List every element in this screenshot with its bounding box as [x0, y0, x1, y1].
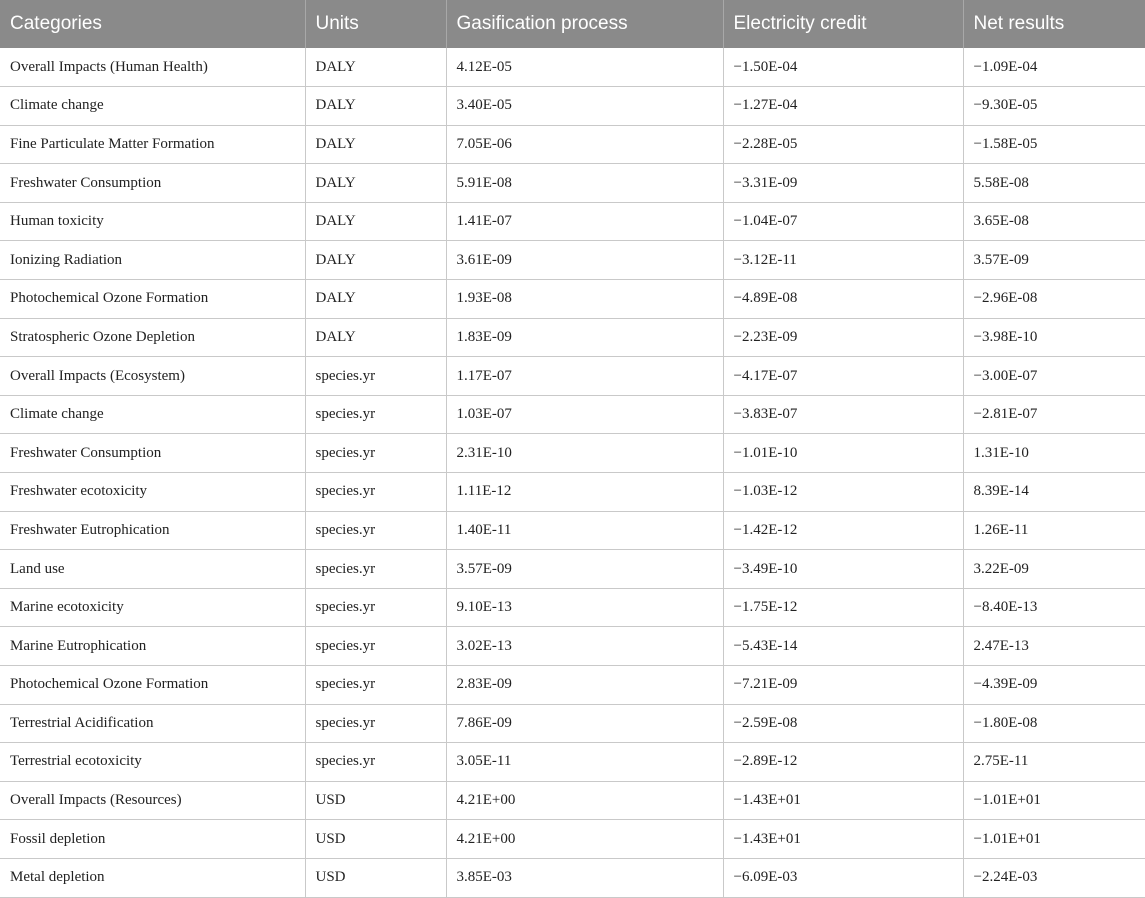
category-cell: Terrestrial Acidification [0, 704, 305, 743]
net-result-cell: 1.26E-11 [963, 511, 1145, 550]
category-cell: Overall Impacts (Resources) [0, 781, 305, 820]
electricity-credit-cell: −7.21E-09 [723, 666, 963, 705]
electricity-credit-cell: −1.75E-12 [723, 588, 963, 627]
net-result-cell: 5.58E-08 [963, 164, 1145, 203]
gasification-cell: 3.57E-09 [446, 550, 723, 589]
category-cell: Overall Impacts (Human Health) [0, 48, 305, 87]
net-result-cell: 3.57E-09 [963, 241, 1145, 280]
table-row [0, 202, 1145, 241]
gasification-cell: 5.91E-08 [446, 164, 723, 203]
net-result-cell: −3.00E-07 [963, 357, 1145, 396]
units-cell: species.yr [305, 743, 446, 782]
units-cell: DALY [305, 280, 446, 319]
gasification-cell: 7.86E-09 [446, 704, 723, 743]
table-row [0, 434, 1145, 473]
category-cell: Freshwater Consumption [0, 434, 305, 473]
gasification-cell: 1.40E-11 [446, 511, 723, 550]
electricity-credit-cell: −4.17E-07 [723, 357, 963, 396]
units-cell: DALY [305, 48, 446, 87]
units-cell: species.yr [305, 704, 446, 743]
electricity-credit-cell: −1.04E-07 [723, 202, 963, 241]
net-result-cell: 8.39E-14 [963, 473, 1145, 512]
category-cell: Freshwater Consumption [0, 164, 305, 203]
gasification-cell: 2.31E-10 [446, 434, 723, 473]
units-cell: DALY [305, 164, 446, 203]
net-result-cell: −4.39E-09 [963, 666, 1145, 705]
units-cell: DALY [305, 87, 446, 126]
header-categories: Categories [0, 0, 305, 48]
category-cell: Land use [0, 550, 305, 589]
table-row [0, 666, 1145, 705]
table-row [0, 781, 1145, 820]
category-cell: Human toxicity [0, 202, 305, 241]
table-row [0, 588, 1145, 627]
table-row [0, 357, 1145, 396]
category-cell: Fine Particulate Matter Formation [0, 125, 305, 164]
units-cell: species.yr [305, 434, 446, 473]
table-row [0, 164, 1145, 203]
gasification-cell: 3.02E-13 [446, 627, 723, 666]
header-row [0, 0, 1145, 48]
electricity-credit-cell: −4.89E-08 [723, 280, 963, 319]
electricity-credit-cell: −1.42E-12 [723, 511, 963, 550]
net-result-cell: −2.81E-07 [963, 395, 1145, 434]
gasification-cell: 1.93E-08 [446, 280, 723, 319]
electricity-credit-cell: −1.50E-04 [723, 48, 963, 87]
units-cell: USD [305, 781, 446, 820]
gasification-cell: 3.05E-11 [446, 743, 723, 782]
header-electricity-credit: Electricity credit [723, 0, 963, 48]
net-result-cell: −1.80E-08 [963, 704, 1145, 743]
category-cell: Freshwater ecotoxicity [0, 473, 305, 512]
gasification-cell: 3.61E-09 [446, 241, 723, 280]
category-cell: Marine ecotoxicity [0, 588, 305, 627]
gasification-cell: 4.21E+00 [446, 820, 723, 859]
electricity-credit-cell: −1.43E+01 [723, 820, 963, 859]
table-row [0, 87, 1145, 126]
category-cell: Climate change [0, 395, 305, 434]
units-cell: species.yr [305, 666, 446, 705]
net-result-cell: −1.01E+01 [963, 820, 1145, 859]
electricity-credit-cell: −3.31E-09 [723, 164, 963, 203]
table-row [0, 743, 1145, 782]
gasification-cell: 4.21E+00 [446, 781, 723, 820]
units-cell: USD [305, 820, 446, 859]
electricity-credit-cell: −3.12E-11 [723, 241, 963, 280]
units-cell: DALY [305, 202, 446, 241]
gasification-cell: 3.40E-05 [446, 87, 723, 126]
units-cell: DALY [305, 125, 446, 164]
category-cell: Climate change [0, 87, 305, 126]
units-cell: species.yr [305, 473, 446, 512]
table-header [0, 0, 1145, 48]
electricity-credit-cell: −5.43E-14 [723, 627, 963, 666]
net-result-cell: −2.96E-08 [963, 280, 1145, 319]
table-row [0, 511, 1145, 550]
electricity-credit-cell: −2.89E-12 [723, 743, 963, 782]
net-result-cell: 3.22E-09 [963, 550, 1145, 589]
units-cell: USD [305, 858, 446, 897]
units-cell: species.yr [305, 511, 446, 550]
net-result-cell: −3.98E-10 [963, 318, 1145, 357]
units-cell: species.yr [305, 357, 446, 396]
electricity-credit-cell: −2.23E-09 [723, 318, 963, 357]
gasification-cell: 1.11E-12 [446, 473, 723, 512]
category-cell: Fossil depletion [0, 820, 305, 859]
category-cell: Stratospheric Ozone Depletion [0, 318, 305, 357]
category-cell: Metal depletion [0, 858, 305, 897]
units-cell: species.yr [305, 395, 446, 434]
table-row [0, 820, 1145, 859]
units-cell: species.yr [305, 550, 446, 589]
gasification-cell: 4.12E-05 [446, 48, 723, 87]
gasification-cell: 9.10E-13 [446, 588, 723, 627]
units-cell: species.yr [305, 588, 446, 627]
gasification-cell: 1.17E-07 [446, 357, 723, 396]
header-net-results: Net results [973, 13, 1065, 34]
header-units: Units [305, 0, 446, 48]
table-row [0, 280, 1145, 319]
net-result-cell: −1.58E-05 [963, 125, 1145, 164]
table-row [0, 125, 1145, 164]
units-cell: DALY [305, 318, 446, 357]
table-row [0, 395, 1145, 434]
gasification-cell: 2.83E-09 [446, 666, 723, 705]
net-result-cell: 3.65E-08 [963, 202, 1145, 241]
electricity-credit-cell: −1.27E-04 [723, 87, 963, 126]
table-body [0, 48, 1145, 897]
gasification-cell: 3.85E-03 [446, 858, 723, 897]
electricity-credit-cell: −1.03E-12 [723, 473, 963, 512]
electricity-credit-cell: −1.43E+01 [723, 781, 963, 820]
category-cell: Ionizing Radiation [0, 241, 305, 280]
category-cell: Photochemical Ozone Formation [0, 666, 305, 705]
gasification-cell: 1.41E-07 [446, 202, 723, 241]
electricity-credit-cell: −2.59E-08 [723, 704, 963, 743]
category-cell: Photochemical Ozone Formation [0, 280, 305, 319]
net-result-cell: 2.75E-11 [963, 743, 1145, 782]
table-row [0, 48, 1145, 87]
table-row [0, 858, 1145, 897]
net-result-cell: 2.47E-13 [963, 627, 1145, 666]
net-result-cell: −8.40E-13 [963, 588, 1145, 627]
net-result-cell: −9.30E-05 [963, 87, 1145, 126]
net-result-cell: −2.24E-03 [963, 858, 1145, 897]
header-gasification-process: Gasification process [446, 0, 723, 48]
electricity-credit-cell: −1.01E-10 [723, 434, 963, 473]
table-row [0, 627, 1145, 666]
electricity-credit-cell: −6.09E-03 [723, 858, 963, 897]
electricity-credit-cell: −3.83E-07 [723, 395, 963, 434]
table-row [0, 704, 1145, 743]
net-result-cell: −1.09E-04 [963, 48, 1145, 87]
units-cell: species.yr [305, 627, 446, 666]
electricity-credit-cell: −3.49E-10 [723, 550, 963, 589]
net-result-cell: 1.31E-10 [963, 434, 1145, 473]
units-cell: DALY [305, 241, 446, 280]
table-row [0, 550, 1145, 589]
gasification-cell: 1.83E-09 [446, 318, 723, 357]
category-cell: Terrestrial ecotoxicity [0, 743, 305, 782]
gasification-cell: 1.03E-07 [446, 395, 723, 434]
category-cell: Marine Eutrophication [0, 627, 305, 666]
table-row [0, 318, 1145, 357]
gasification-cell: 7.05E-06 [446, 125, 723, 164]
category-cell: Freshwater Eutrophication [0, 511, 305, 550]
table-row [0, 241, 1145, 280]
category-cell: Overall Impacts (Ecosystem) [0, 357, 305, 396]
table-row [0, 473, 1145, 512]
electricity-credit-cell: −2.28E-05 [723, 125, 963, 164]
net-result-cell: −1.01E+01 [963, 781, 1145, 820]
